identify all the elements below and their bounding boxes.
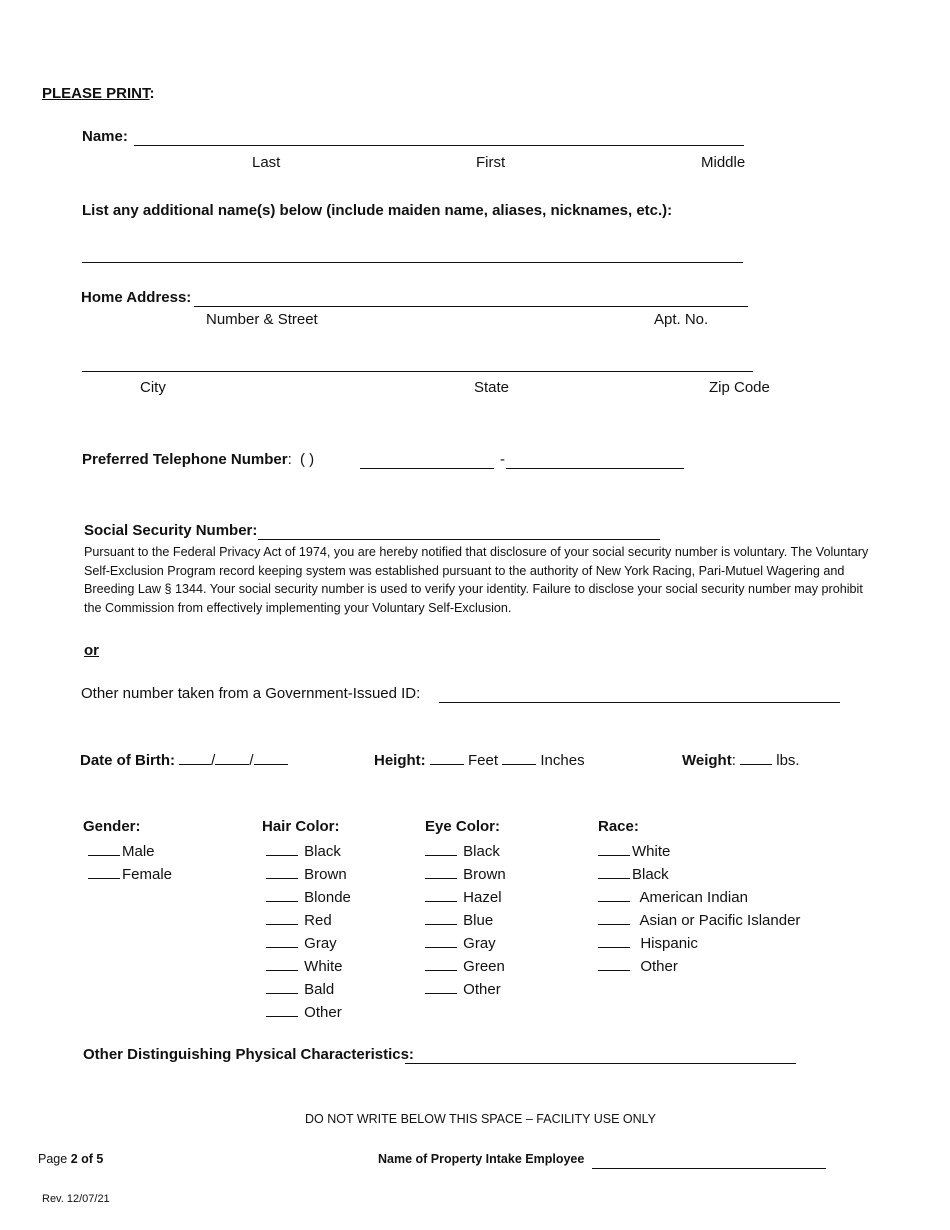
checkbox-line[interactable] [598, 843, 630, 856]
list-item[interactable]: Green [425, 955, 506, 978]
home-address-label: Home Address: [81, 289, 192, 306]
zip-caption: Zip Code [709, 379, 770, 396]
checkbox-line[interactable] [598, 935, 630, 948]
list-item[interactable]: Red [266, 909, 351, 932]
list-item[interactable]: Brown [425, 863, 506, 886]
height-inches-field[interactable] [502, 752, 536, 765]
checkbox-line[interactable] [88, 866, 120, 879]
additional-names-field[interactable] [82, 248, 743, 263]
race-heading: Race: [598, 818, 639, 835]
name-middle-caption: Middle [701, 154, 746, 171]
list-item[interactable]: Blonde [266, 886, 351, 909]
list-item[interactable]: Gray [425, 932, 506, 955]
gov-id-label: Other number taken from a Government-Issued ID: [81, 685, 421, 702]
hair-heading: Hair Color: [262, 818, 340, 835]
gender-options [88, 840, 172, 886]
phone-label: Preferred Telephone Number: ( ) [82, 451, 315, 468]
checkbox-line[interactable] [88, 843, 120, 856]
hair-options [266, 840, 351, 1024]
height-feet-field[interactable] [430, 752, 464, 765]
checkbox-line[interactable] [425, 981, 457, 994]
name-label: Name: [82, 128, 128, 145]
city-caption: City [140, 379, 166, 396]
list-item[interactable]: Black [598, 863, 800, 886]
or-divider: or [84, 642, 99, 659]
checkbox-line[interactable] [425, 889, 457, 902]
eye-heading: Eye Color: [425, 818, 501, 835]
name-last-caption: Last [252, 154, 281, 171]
dob-month-field[interactable] [179, 752, 211, 765]
gov-id-field[interactable] [439, 688, 840, 703]
phone-number-field[interactable] [506, 454, 684, 469]
dob-day-field[interactable] [215, 752, 249, 765]
weight-row: Weight: lbs. [682, 752, 800, 769]
list-item[interactable]: Blue [425, 909, 506, 932]
page-number: Page 2 of 5 [38, 1152, 104, 1166]
checkbox-line[interactable] [266, 981, 298, 994]
list-item[interactable]: Hispanic [598, 932, 800, 955]
checkbox-line[interactable] [598, 912, 630, 925]
additional-names-label: List any additional name(s) below (include maiden name, aliases, nicknames, etc.): [82, 202, 673, 219]
page-heading: PLEASE PRINT: [42, 85, 155, 102]
ssn-label: Social Security Number: [84, 522, 258, 539]
name-first-caption: First [476, 154, 506, 171]
phone-dash: - [500, 451, 505, 468]
checkbox-line[interactable] [266, 935, 298, 948]
apt-caption: Apt. No. [654, 311, 709, 328]
checkbox-line[interactable] [266, 912, 298, 925]
list-item[interactable]: Bald [266, 978, 351, 1001]
street-caption: Number & Street [206, 311, 318, 328]
list-item[interactable]: Other [598, 955, 800, 978]
list-item[interactable]: Asian or Pacific Islander [598, 909, 800, 932]
weight-field[interactable] [740, 752, 772, 765]
distinguishing-label: Other Distinguishing Physical Characteristics: [83, 1046, 414, 1063]
eye-options [425, 840, 506, 1001]
list-item[interactable]: Other [425, 978, 506, 1001]
list-item[interactable]: Brown [266, 863, 351, 886]
checkbox-line[interactable] [598, 889, 630, 902]
revision-date: Rev. 12/07/21 [42, 1193, 110, 1205]
checkbox-line[interactable] [266, 958, 298, 971]
city-state-zip-field[interactable] [82, 357, 753, 372]
checkbox-line[interactable] [425, 958, 457, 971]
list-item[interactable]: Black [425, 840, 506, 863]
checkbox-line[interactable] [266, 866, 298, 879]
list-item[interactable]: Black [266, 840, 351, 863]
intake-employee-label: Name of Property Intake Employee [378, 1152, 585, 1166]
list-item[interactable]: White [598, 840, 800, 863]
dob-year-field[interactable] [254, 752, 288, 765]
checkbox-line[interactable] [598, 866, 630, 879]
intake-employee-field[interactable] [592, 1154, 826, 1169]
checkbox-line[interactable] [425, 843, 457, 856]
list-item[interactable]: Hazel [425, 886, 506, 909]
dob-row: Date of Birth: / / [80, 752, 288, 769]
race-options [598, 840, 800, 978]
facility-use-notice: DO NOT WRITE BELOW THIS SPACE – FACILITY USE ONLY [305, 1112, 657, 1126]
ssn-field[interactable] [258, 525, 660, 540]
gender-heading: Gender: [83, 818, 141, 835]
list-item[interactable]: Other [266, 1001, 351, 1024]
height-row: Height: Feet Inches [374, 752, 585, 769]
checkbox-line[interactable] [598, 958, 630, 971]
state-caption: State [474, 379, 510, 396]
list-item[interactable]: White [266, 955, 351, 978]
street-address-field[interactable] [194, 292, 748, 307]
checkbox-line[interactable] [266, 889, 298, 902]
list-item[interactable]: Female [88, 863, 172, 886]
checkbox-line[interactable] [425, 912, 457, 925]
phone-area-field[interactable] [360, 454, 494, 469]
checkbox-line[interactable] [425, 935, 457, 948]
list-item[interactable]: Gray [266, 932, 351, 955]
list-item[interactable]: American Indian [598, 886, 800, 909]
name-field[interactable] [134, 131, 744, 146]
checkbox-line[interactable] [425, 866, 457, 879]
checkbox-line[interactable] [266, 1004, 298, 1017]
distinguishing-field[interactable] [405, 1049, 796, 1064]
checkbox-line[interactable] [266, 843, 298, 856]
list-item[interactable]: Male [88, 840, 172, 863]
privacy-notice: Pursuant to the Federal Privacy Act of 1974, you are hereby notified that disclosure of your social security number is voluntary. The Voluntary Self-Exclusion Program record keeping system was established pursuant to the authority of New York Racing, Pari-Mutuel Wagering and Breeding Law § 1344. Your social security number is used to verify your identity. Failure to disclose your social security number may prohibit the Commission from effectively implementing your Voluntary Self-Exclusion. [84, 545, 869, 615]
